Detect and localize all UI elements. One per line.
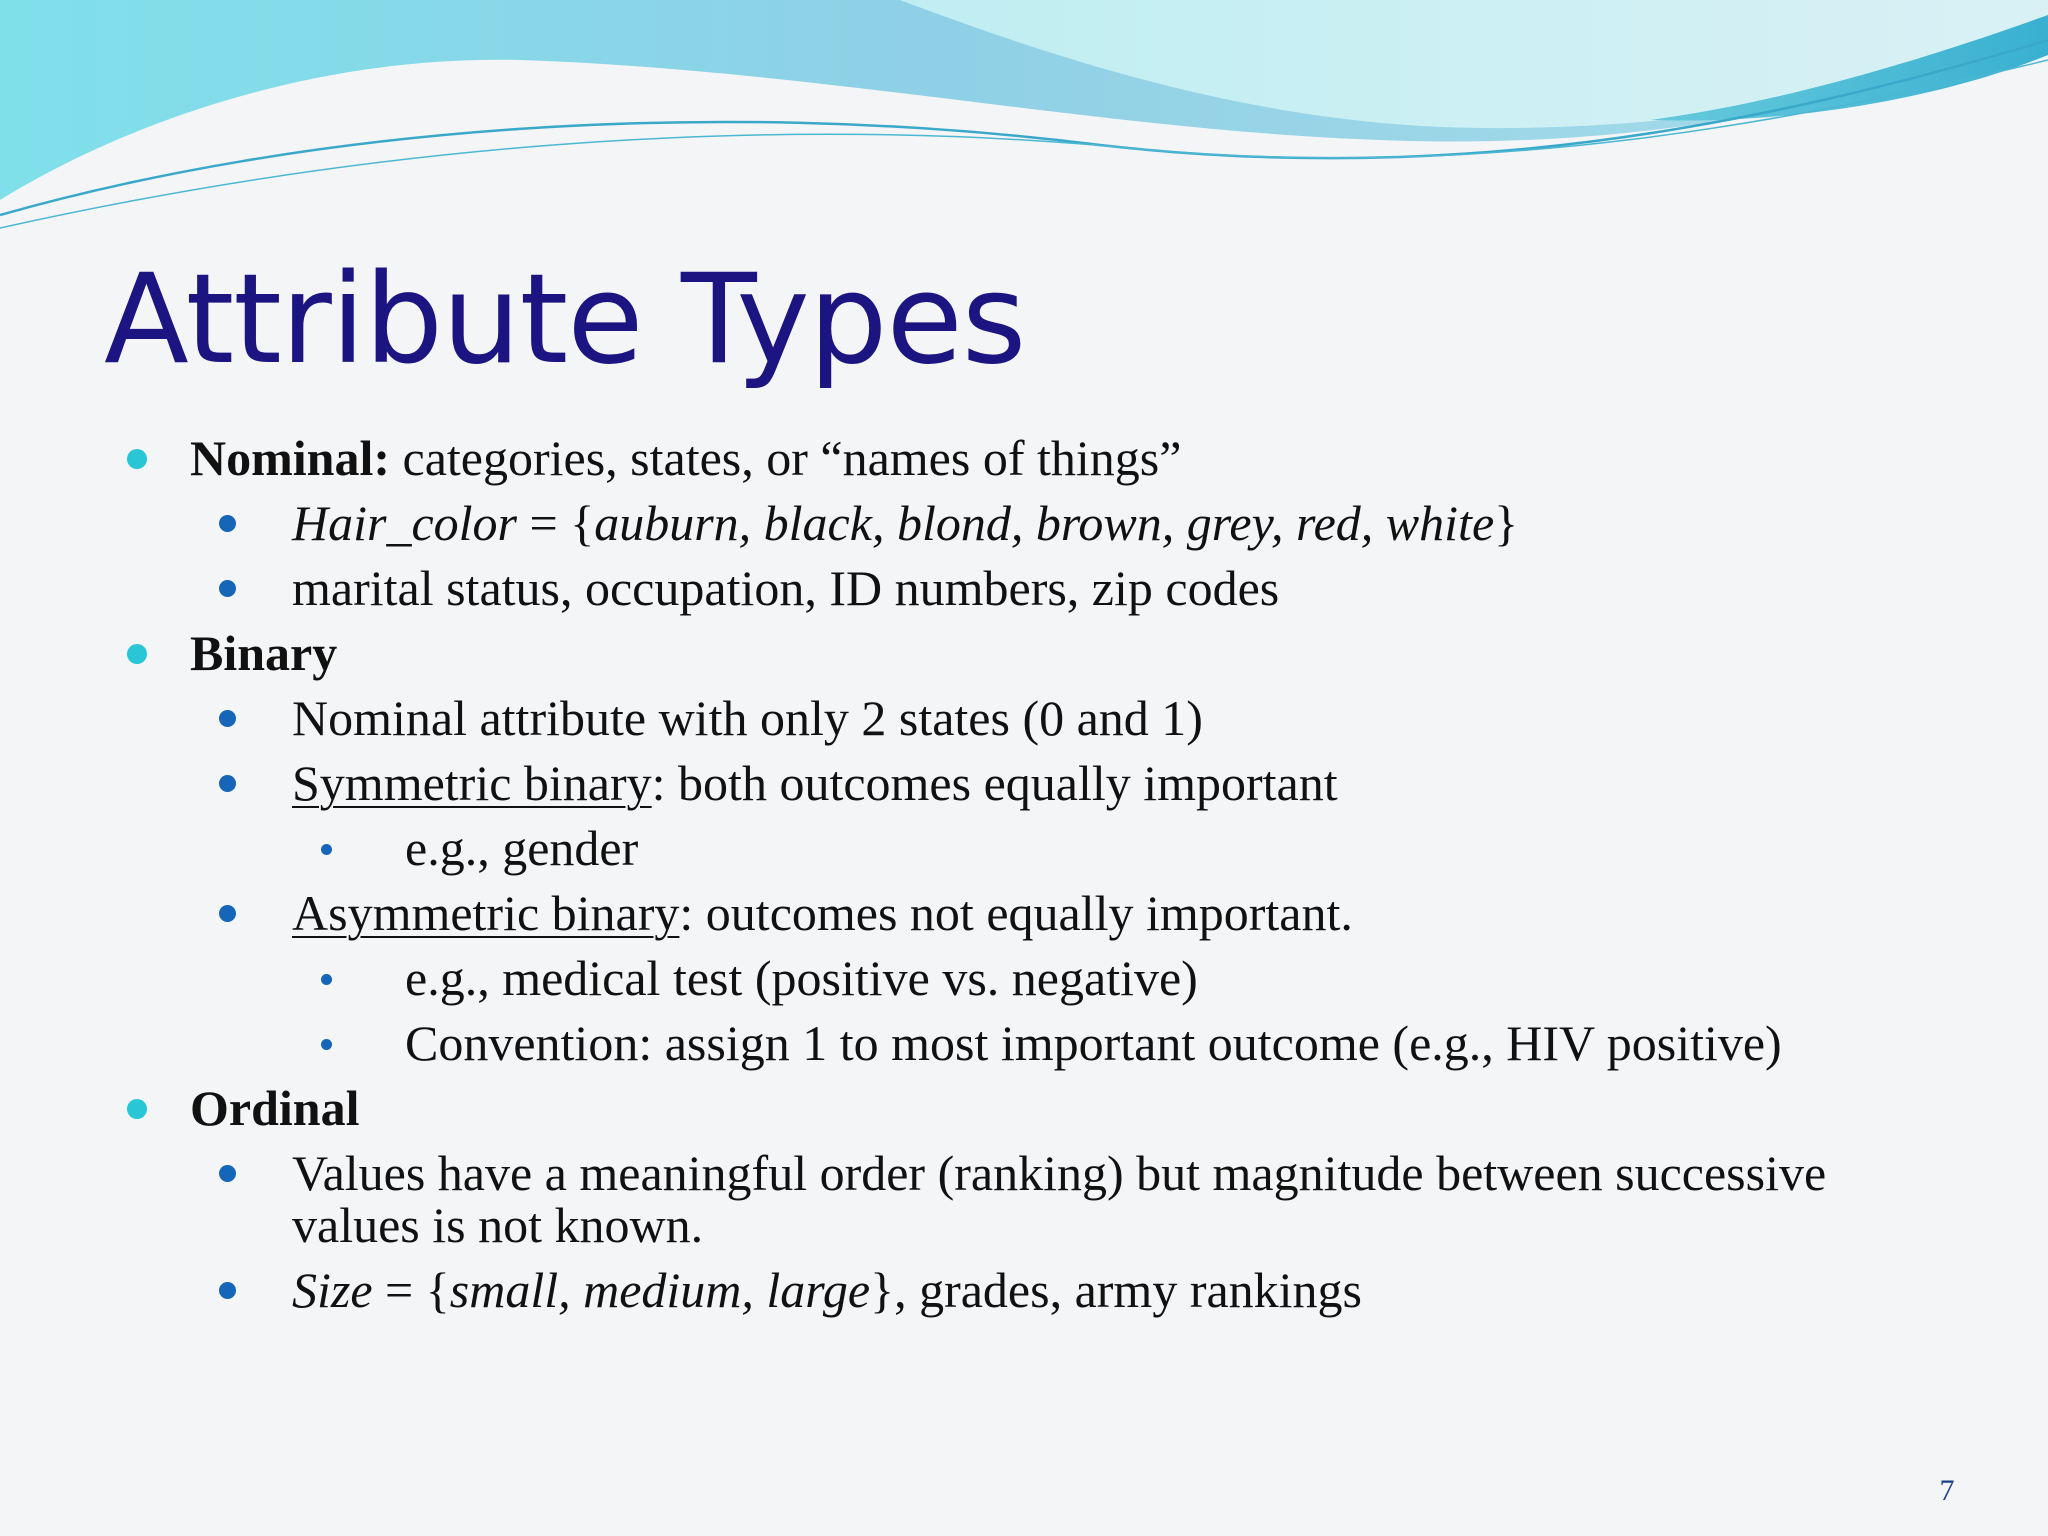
bullet-dot-icon bbox=[219, 1282, 236, 1299]
bullet-nominal bbox=[0, 432, 1870, 484]
hair-color-label: Hair_color bbox=[292, 495, 517, 551]
bullet-symmetric-binary bbox=[0, 757, 1852, 809]
binary-definition-text: Nominal attribute with only 2 states (0 and 1) bbox=[292, 690, 1203, 746]
bullet-dot-icon bbox=[321, 844, 332, 855]
bullet-dot-icon bbox=[321, 974, 332, 985]
hair-color-close: } bbox=[1494, 495, 1519, 551]
hair-color-equals: = { bbox=[517, 495, 595, 551]
bullet-dot-icon bbox=[321, 1039, 332, 1050]
bullet-dot-icon bbox=[219, 775, 236, 792]
header-wave-decoration bbox=[0, 0, 2048, 240]
asymmetric-example-text: e.g., medical test (positive vs. negative) bbox=[405, 950, 1198, 1006]
size-label: Size bbox=[292, 1262, 373, 1318]
size-values: small, medium, large bbox=[449, 1262, 871, 1318]
term-nominal: Nominal: bbox=[190, 430, 390, 486]
bullet-asymmetric-example bbox=[0, 952, 1875, 1004]
bullet-dot-icon bbox=[127, 449, 147, 469]
asymmetric-convention-text: Convention: assign 1 to most important outcome (e.g., HIV positive) bbox=[405, 1015, 1782, 1071]
nominal-examples-text: marital status, occupation, ID numbers, zip codes bbox=[292, 560, 1280, 616]
bullet-dot-icon bbox=[219, 1165, 236, 1182]
term-binary: Binary bbox=[190, 625, 338, 681]
bullet-asymmetric-convention bbox=[0, 1017, 1875, 1069]
symmetric-example-text: e.g., gender bbox=[405, 820, 639, 876]
term-ordinal: Ordinal bbox=[190, 1080, 360, 1136]
bullet-list bbox=[0, 432, 2048, 1329]
bullet-asymmetric-binary bbox=[0, 887, 1852, 939]
bullet-dot-icon bbox=[127, 644, 147, 664]
bullet-binary-definition bbox=[0, 692, 1852, 744]
page-number: 7 bbox=[1939, 1474, 1955, 1507]
bullet-ordinal-definition bbox=[0, 1147, 1852, 1251]
bullet-dot-icon bbox=[219, 905, 236, 922]
bullet-dot-icon bbox=[219, 710, 236, 727]
hair-color-values: auburn, black, blond, brown, grey, red, white bbox=[594, 495, 1495, 551]
slide-title: Attribute Types bbox=[104, 248, 1026, 392]
bullet-hair-color bbox=[0, 497, 1852, 549]
bullet-size-example bbox=[0, 1264, 1852, 1316]
bullet-ordinal bbox=[0, 1082, 1870, 1134]
ordinal-definition-text: Values have a meaningful order (ranking) but magnitude between successive values is not known. bbox=[292, 1145, 1827, 1253]
bullet-binary bbox=[0, 627, 1870, 679]
bullet-symmetric-example bbox=[0, 822, 1875, 874]
bullet-dot-icon bbox=[127, 1099, 147, 1119]
bullet-dot-icon bbox=[219, 580, 236, 597]
bullet-nominal-examples bbox=[0, 562, 1852, 614]
nominal-description: categories, states, or “names of things” bbox=[390, 430, 1182, 486]
size-rest-text: , grades, army rankings bbox=[894, 1262, 1363, 1318]
term-symmetric-binary: Symmetric binary bbox=[292, 755, 652, 811]
bullet-dot-icon bbox=[219, 515, 236, 532]
size-equals: = { bbox=[372, 1262, 450, 1318]
size-close: } bbox=[870, 1262, 895, 1318]
asymmetric-binary-text: : outcomes not equally important. bbox=[679, 885, 1353, 941]
symmetric-binary-text: : both outcomes equally important bbox=[651, 755, 1338, 811]
term-asymmetric-binary: Asymmetric binary bbox=[292, 885, 680, 941]
